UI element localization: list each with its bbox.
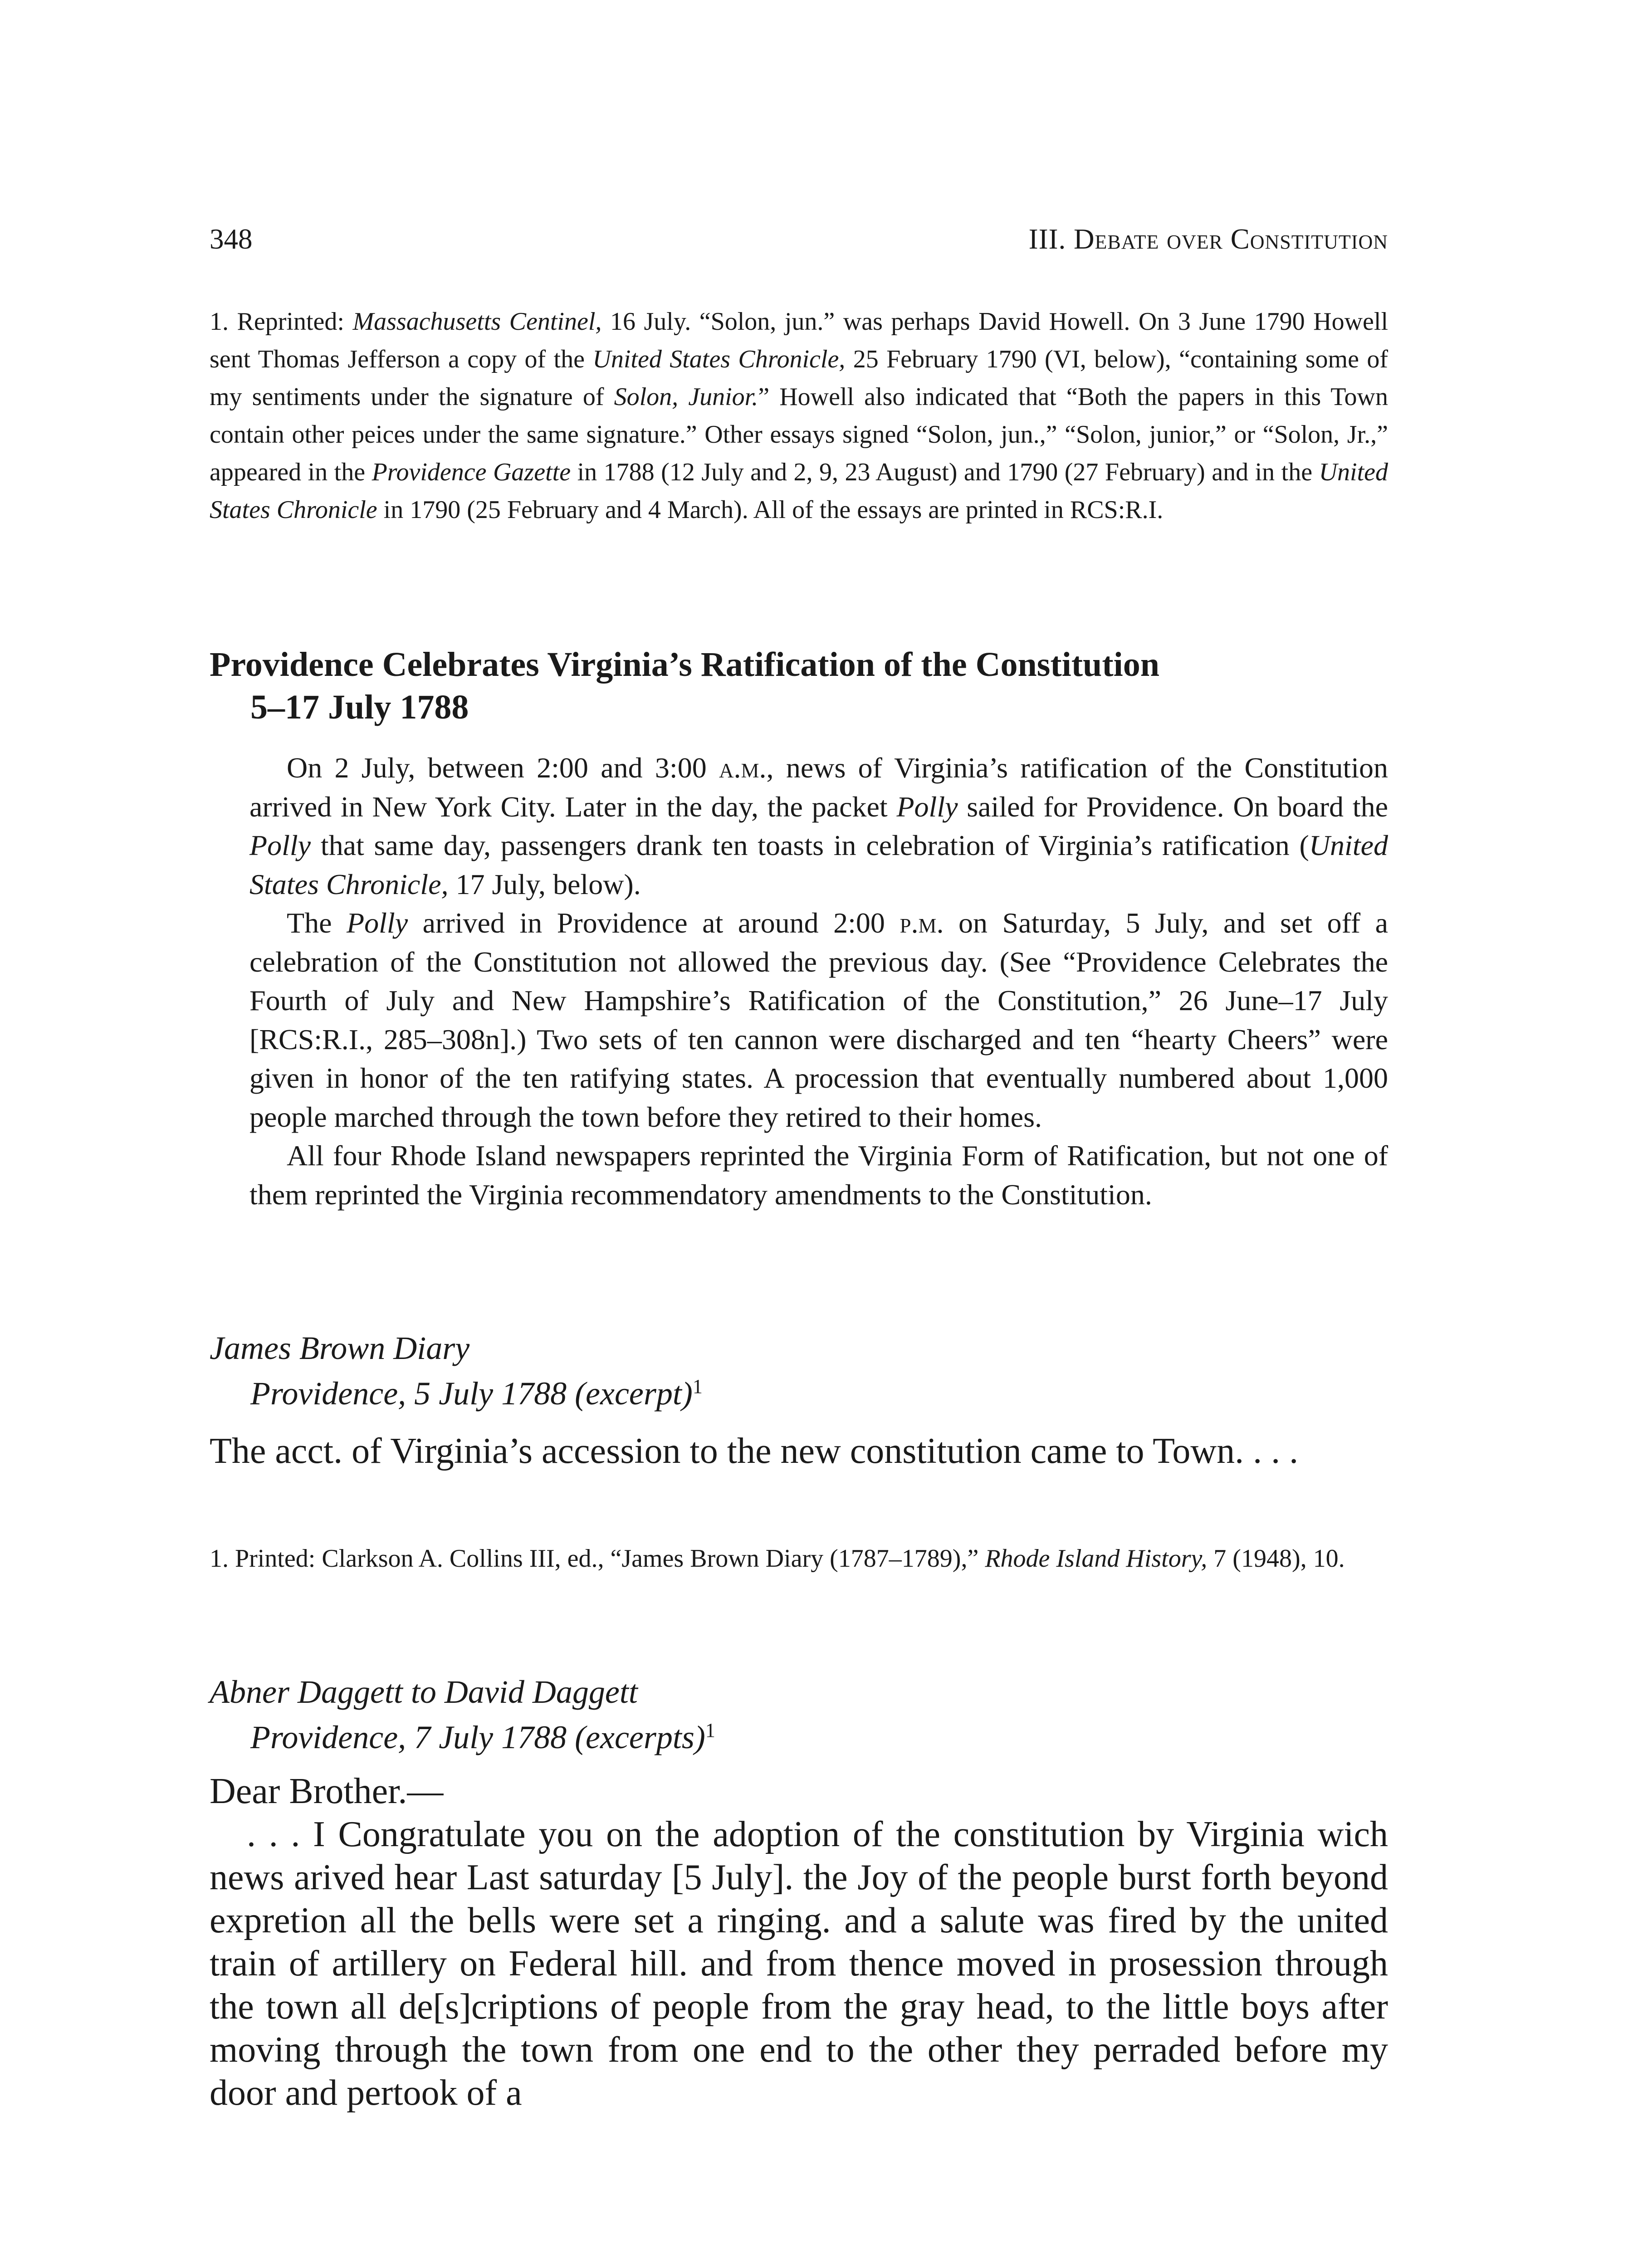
intro-paragraph: The Polly arrived in Providence at around 2:00 p.m. on Saturday, 5 July, and set off a celebration of the Constitution not allowed the previous day. (See “Providence Celebrates the Fourth of July and New Hampshire’s Ratification of the Constitution,” 26 June–17 July [RCS:R.I., 285–308n].) Two sets of ten cannon were discharged and ten “hearty Cheers” were given in honor of the ten ratifying states. A procession that eventually numbered about 1,000 people marched through the town before they retired to their homes. xyxy=(249,907,1389,1133)
doc2-title: Abner Daggett to David Daggett xyxy=(210,1674,638,1710)
running-head-title: III. Debate over Constitution xyxy=(1028,223,1388,255)
doc1-heading xyxy=(210,1325,1388,1416)
doc1-title: James Brown Diary xyxy=(210,1330,470,1366)
doc2-body: . . . I Congratulate you on the adoption of the constitution by Virginia wich news arived hear Last saturday [5 July]. the Joy of the people burst forth beyond expretion all the bells were set a ringing. and a salute was fired by the united train of artillery on Federal hill. and from thence moved in prosession through the town all de[s]criptions of people from the gray head, to the little boys after moving through the town from one end to the other they perraded before my door and pertook of a xyxy=(210,1814,1388,2113)
intro-paragraph: On 2 July, between 2:00 and 3:00 a.m., news of Virginia’s ratification of the Constitution arrived in New York City. Later in the day, the packet Polly sailed for Providence. On board the Polly that same day, passengers drank ten toasts in celebration of Virginia’s ratification (United States Chronicle, 17 July, below). xyxy=(249,752,1389,900)
doc2-salutation: Dear Brother.— xyxy=(210,1771,444,1811)
editorial-introduction xyxy=(249,748,1388,1214)
doc2-letter xyxy=(210,1770,1388,2115)
page-number: 348 xyxy=(210,223,253,255)
doc2-heading xyxy=(210,1669,1388,1760)
doc1-text: The acct. of Virginia’s accession to the new constitution came to Town. . . . xyxy=(210,1431,1299,1471)
doc2-place-date: Providence, 7 July 1788 (excerpts)$^1$ xyxy=(250,1719,715,1755)
footnote-top: 1. Reprinted: Massachusetts Centinel, 16 July. “Solon, jun.” was perhaps David Howell. On 3 June 1790 Howell sent Thomas Jefferson a copy of the United States Chronicle, 25 February 1790 (VI, below), “containing some of my sentiments under the signature of Solon, Junior.” Howell also indicated that “Both the papers in this Town contain other peices under the same signature.” Other essays signed “Solon, jun.,” “Solon, junior,” or “Solon, Jr.,” appeared in the Providence Gazette in 1788 (12 July and 2, 9, 23 August) and 1790 (27 February) and in the United States Chronicle in 1790 (25 February and 4 March). All of the essays are printed in RCS:R.I. xyxy=(210,308,1389,524)
doc1-place-date: Providence, 5 July 1788 (excerpt)$^1$ xyxy=(250,1375,703,1412)
intro-paragraph: All four Rhode Island newspapers reprinted the Virginia Form of Ratification, but not one of them reprinted the Virginia recommendatory amendments to the Constitution. xyxy=(249,1139,1388,1211)
doc1-footnote: 1. Printed: Clarkson A. Collins III, ed., “James Brown Diary (1787–1789),” Rhode Island History, 7 (1948), 10. xyxy=(210,1545,1345,1573)
section-title: Providence Celebrates Virginia’s Ratification of the Constitution 5–17 July 1788 xyxy=(210,645,1160,726)
